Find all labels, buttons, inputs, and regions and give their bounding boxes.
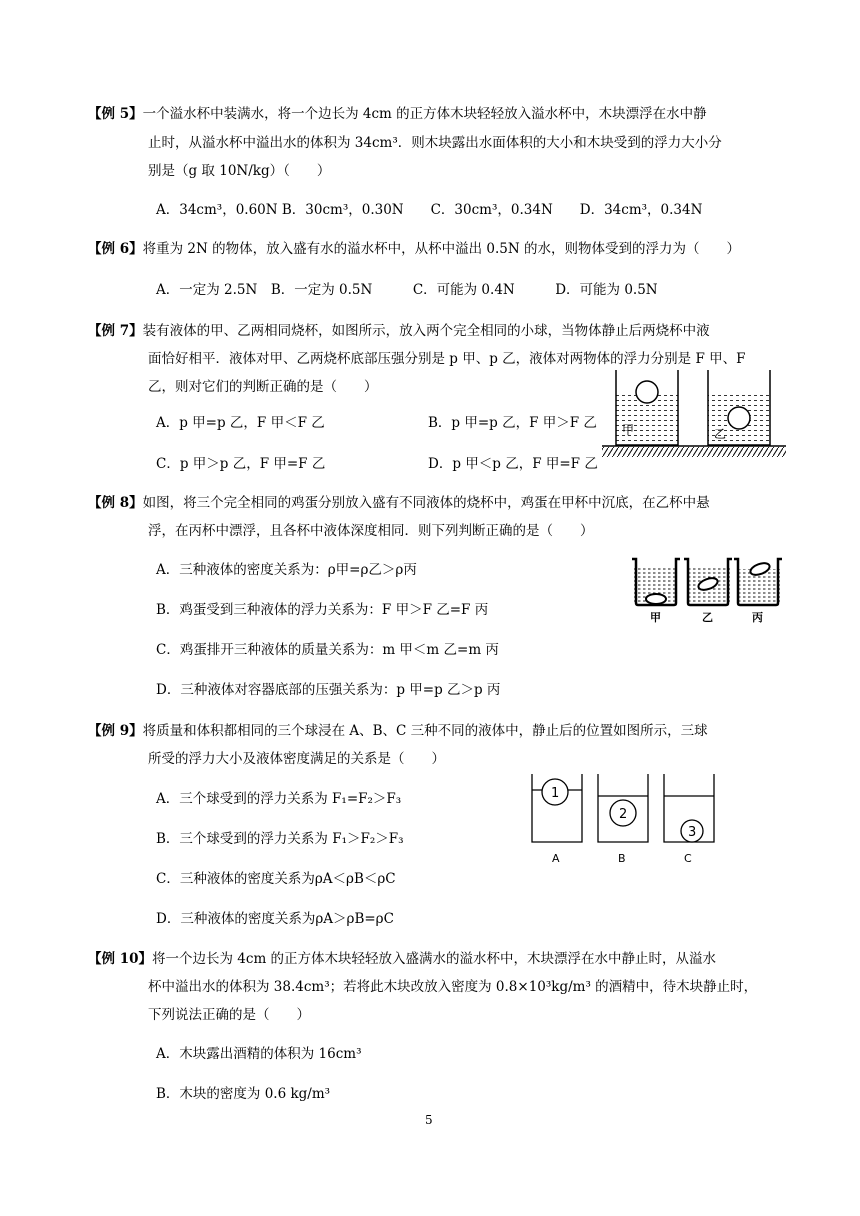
ex10-label: 【例 10】 (88, 951, 152, 967)
ex8-label-yi: 乙 (702, 611, 713, 624)
ex10-line2: 杯中溢出水的体积为 38.4cm³；若将此木块改放入密度为 0.8×10³kg/m³ 的酒精中，待木块静止时， (148, 979, 758, 995)
ex7-left-label: 甲 (622, 423, 635, 437)
ex9-label-a: A (552, 852, 560, 865)
ex10-option-b: B．木块的密度为 0.6 kg/m³ (156, 1086, 331, 1102)
ex8-option-a: A．三种液体的密度关系为：ρ甲=ρ乙＞ρ丙 (156, 562, 417, 578)
ex8-label-bing: 丙 (752, 611, 763, 624)
ex9-label-b: B (618, 852, 626, 865)
ex9-option-c: C．三种液体的密度关系为ρA＜ρB＜ρC (156, 871, 396, 887)
ex10-line3: 下列说法正确的是（ ） (148, 1007, 310, 1023)
ex8-option-c: C．鸡蛋排开三种液体的质量关系为：m 甲＜m 乙=m 丙 (156, 642, 499, 658)
ex9-label: 【例 9】 (88, 723, 143, 739)
ex6-label: 【例 6】 (88, 241, 143, 257)
ex7-label: 【例 7】 (88, 323, 143, 339)
ex7-right-ball (728, 407, 750, 429)
ex8-beaker-jia (632, 559, 680, 624)
ex8-option-b: B．鸡蛋受到三种液体的浮力关系为：F 甲＞F 乙=F 丙 (156, 602, 489, 618)
ex8-line2: 浮，在丙杯中漂浮，且各杯中液体深度相同．则下列判断正确的是（ ） (148, 523, 594, 539)
ex9-line1: 【例 9】将质量和体积都相同的三个球浸在 A、B、C 三种不同的液体中，静止后的位置如图所示，三球 (88, 723, 708, 739)
ex10-line1: 【例 10】将一个边长为 4cm 的正方体木块轻轻放入盛满水的溢水杯中，木块漂浮在水中静止时，从溢水 (88, 951, 717, 967)
ex9-ball-3: 3 (688, 825, 697, 840)
page-number: 5 (425, 1113, 433, 1127)
ex7-option-d: D．p 甲＜p 乙，F 甲=F 乙 (428, 456, 598, 472)
ex8-eggs-figure (628, 555, 788, 627)
ex8-line1: 【例 8】如图，将三个完全相同的鸡蛋分别放入盛有不同液体的烧杯中，鸡蛋在甲杯中沉底，在乙杯中悬 (88, 495, 710, 511)
ex7-option-a: A．p 甲=p 乙，F 甲＜F 乙 (156, 415, 325, 431)
ex5-line2: 止时，从溢水杯中溢出水的体积为 34cm³．则木块露出水面体积的大小和木块受到的浮力大小分 (148, 135, 722, 151)
ex6-line1: 【例 6】将重为 2N 的物体，放入盛有水的溢水杯中，从杯中溢出 0.5N 的水，则物体受到的浮力为（ ） (88, 241, 740, 257)
ex7-line3: 乙，则对它们的判断正确的是（ ） (148, 379, 378, 395)
ex9-option-a: A．三个球受到的浮力关系为 F₁=F₂＞F₃ (156, 791, 402, 807)
ex9-label-c: C (684, 852, 692, 865)
ex6-options: A．一定为 2.5N B．一定为 0.5N C．可能为 0.4N D．可能为 0.5N (156, 282, 658, 298)
ex8-beaker-yi (684, 559, 732, 624)
ex8-label: 【例 8】 (88, 495, 143, 511)
ex5-options: A．34cm³，0.60N B．30cm³，0.30N C．30cm³，0.34N D．34cm³，0.34N (156, 202, 703, 218)
ex7-ground-hatch (602, 447, 786, 457)
ex7-option-b: B．p 甲=p 乙，F 甲＞F 乙 (428, 415, 597, 431)
ex8-beaker-bing (734, 559, 782, 624)
ex7-beakers-figure (598, 368, 788, 460)
ex8-option-d: D．三种液体对容器底部的压强关系为：p 甲=p 乙＞p 丙 (156, 682, 501, 698)
ex7-right-label: 乙 (714, 427, 727, 441)
ex7-line1: 【例 7】装有液体的甲、乙两相同烧杯，如图所示，放入两个完全相同的小球，当物体静止后两烧杯中液 (88, 323, 710, 339)
ex9-line2: 所受的浮力大小及液体密度满足的关系是（ ） (148, 751, 445, 767)
ex5-line3: 别是（g 取 10N/kg）（ ） (148, 163, 331, 179)
ex5-line1: 【例 5】一个溢水杯中装满水，将一个边长为 4cm 的正方体木块轻轻放入溢水杯中，木块漂浮在水中静 (88, 106, 707, 122)
ex8-label-jia: 甲 (650, 611, 661, 624)
ex10-option-a: A．木块露出酒精的体积为 16cm³ (156, 1046, 362, 1062)
ex7-option-c: C．p 甲＞p 乙，F 甲=F 乙 (156, 456, 326, 472)
ex5-label: 【例 5】 (88, 106, 143, 122)
ex9-option-d: D．三种液体的密度关系为ρA＞ρB=ρC (156, 911, 394, 927)
ex9-ball-1: 1 (551, 786, 560, 801)
ex9-option-b: B．三个球受到的浮力关系为 F₁＞F₂＞F₃ (156, 831, 404, 847)
ex9-ball-2: 2 (619, 807, 628, 822)
ex9-containers-figure (526, 770, 732, 866)
ex9-container-a (532, 774, 582, 842)
ex7-line2: 面恰好相平．液体对甲、乙两烧杯底部压强分别是 p 甲、p 乙，液体对两物体的浮力分别是 F 甲、F (148, 351, 746, 367)
ex7-left-ball (636, 381, 658, 403)
